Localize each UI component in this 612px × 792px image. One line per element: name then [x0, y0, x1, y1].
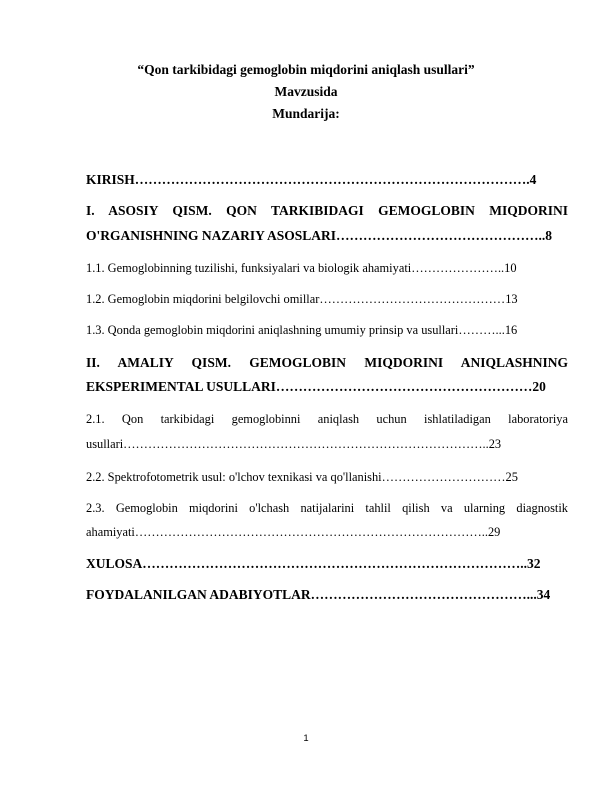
toc-entry-part1-line1: I. ASOSIY QISM. QON TARKIBIDAGI GEMOGLOBIN MIQDORINI [86, 203, 568, 218]
toc-entry-2-1-line1: 2.1. Qon tarkibidagi gemoglobinni aniqlash uchun ishlatiladigan laboratoriya [86, 412, 568, 426]
toc-entry-part2-line2: EKSPERIMENTAL USULLARI…………………………………………………20 [86, 379, 546, 394]
toc-entry-2-1-line2: usullari……………………………………………………………………………..23 [86, 437, 502, 451]
toc-entry-adabiyotlar: FOYDALANILGAN ADABIYOTLAR…………………………………………...34 [86, 587, 551, 602]
toc-entry-2-3-line1: 2.3. Gemoglobin miqdorini o'lchash natijalarini tahlil qilish va ularning diagnostik [86, 501, 568, 515]
toc-entry-1-1: 1.1. Gemoglobinning tuzilishi, funksiyalari va biologik ahamiyati…………………..10 [86, 261, 517, 275]
toc-entry-2-2: 2.2. Spektrofotometrik usul: o'lchov texnikasi va qo'llanishi…………………………25 [86, 470, 518, 484]
toc-entry-part1-line2: O'RGANISHNING NAZARIY ASOSLARI………………………………………..8 [86, 228, 553, 243]
contents-heading: Mundarija: [272, 106, 340, 121]
toc-entry-kirish: KIRISH…………………………………………………………………………….4 [86, 172, 537, 187]
toc-entry-1-3: 1.3. Qonda gemoglobin miqdorini aniqlashning umumiy prinsip va usullari………...16 [86, 323, 518, 337]
toc-entry-xulosa: XULOSA…………………………………………………………………………..32 [86, 556, 541, 571]
toc-entry-part2-line1: II. AMALIY QISM. GEMOGLOBIN MIQDORINI ANIQLASHNING [86, 355, 568, 370]
document-title: “Qon tarkibidagi gemoglobin miqdorini aniqlash usullari” [137, 62, 475, 77]
document-subtitle: Mavzusida [274, 84, 338, 99]
page-number: 1 [303, 733, 309, 744]
toc-entry-2-3-line2: ahamiyati…………………………………………………………………………..29 [86, 525, 501, 539]
toc-entry-1-2: 1.2. Gemoglobin miqdorini belgilovchi omillar………………………………………13 [86, 292, 518, 306]
